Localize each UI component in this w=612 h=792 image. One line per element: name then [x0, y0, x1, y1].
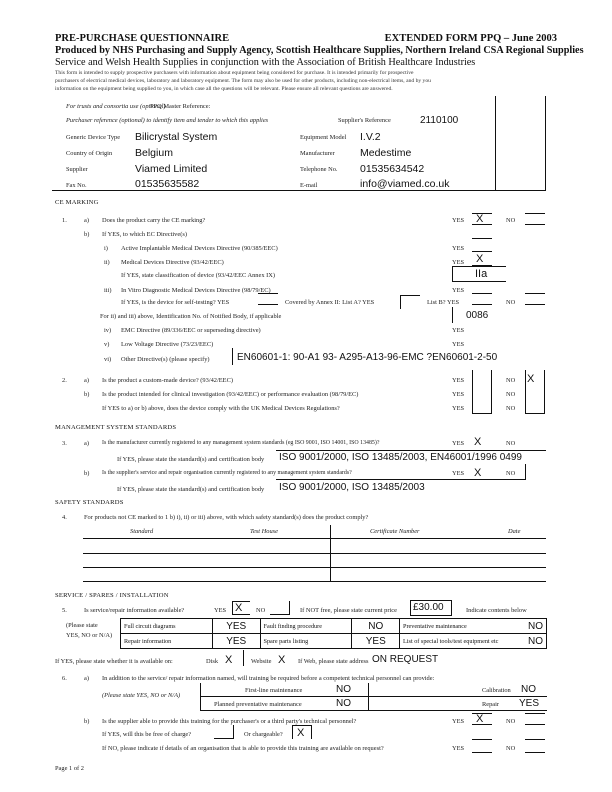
- grid-label: Preventative maintenance: [400, 619, 502, 634]
- q6b-text: Is the supplier able to provide this training for the purchaser's or a third party's technical personnel?: [102, 718, 357, 725]
- supplier-label: Supplier: [66, 166, 88, 173]
- q1b-v-number: v): [104, 341, 110, 348]
- q1b-ii-yes-mark: X: [476, 253, 484, 265]
- page-number: Page 1 of 2: [55, 765, 84, 772]
- q3a-yes-label: YES: [452, 440, 465, 447]
- q6b-yes-field[interactable]: [472, 713, 492, 725]
- product-info-right-border: [545, 96, 546, 191]
- q6b-yes-label: YES: [452, 718, 465, 725]
- q1a-yes-field[interactable]: [472, 213, 492, 225]
- q2a-no-label: NO: [506, 377, 516, 384]
- q2c-text: If YES to a) or b) above, does the device comply with the UK Medical Devices Regulations?: [102, 405, 340, 412]
- q1b-iii-number: iii): [104, 287, 112, 294]
- q1a-text: Does the product carry the CE marking?: [102, 217, 206, 224]
- safety-row-line-4: [83, 581, 546, 582]
- q6b-free-text: If YES, will this be free of charge?: [102, 731, 192, 738]
- intro-line-3: information on the equipment being supplied to you, in which case all the questions will be relevant. Please ensure all relevant questions are answered.: [55, 86, 393, 92]
- q3b-yes-mark[interactable]: X: [474, 467, 482, 479]
- grid-value[interactable]: YES: [352, 634, 400, 649]
- q6-number: 6.: [62, 675, 67, 682]
- grid-label: Full circuit diagrams: [121, 619, 213, 634]
- q1b-iii-selftest-field[interactable]: [258, 293, 278, 305]
- q1b-i-yes-field[interactable]: [472, 238, 492, 252]
- q5-no-label: NO: [256, 607, 266, 614]
- q2b-letter: b): [84, 391, 90, 398]
- producer-line-1: Produced by NHS Purchasing and Supply Agency, Scottish Healthcare Supplies, Northern Ireland CSA Regional Supplies: [55, 45, 584, 56]
- grid-value[interactable]: NO: [502, 634, 547, 649]
- q1b-iii-selftest-text: If YES, is the device for self-testing? YES: [121, 299, 230, 306]
- q2b-yes-label: YES: [452, 391, 465, 398]
- q5-yes-mark: X: [235, 602, 243, 614]
- q1b-ii-class-text: If YES, state classification of device (93/42/EEC Annex IX): [121, 272, 275, 279]
- q1b-iii-text: In Vitro Diagnostic Medical Devices Directive (98/79/EC): [121, 287, 271, 294]
- generic-type-label: Generic Device Type: [66, 134, 121, 141]
- q5-indicate-text: Indicate contents below: [466, 607, 527, 614]
- q6a-text: In addition to the service/ repair information named, will training be required before a competent technical personnel can provide:: [102, 675, 435, 682]
- ppq-master-ref-label: PPQ Master Reference:: [150, 103, 211, 110]
- notified-body-text: For ii) and iii) above, Identification No. of Notified Body, if applicable: [100, 313, 282, 320]
- q6b-blank-1: [472, 739, 492, 740]
- website-mark[interactable]: X: [278, 654, 286, 666]
- col-certificate-number: Certificate Number: [370, 528, 420, 535]
- management-title: MANAGEMENT SYSTEM STANDARDS: [55, 424, 177, 431]
- training-value[interactable]: NO: [521, 684, 536, 695]
- q1b-vi-text: Other Directive(s) (please specify): [121, 356, 210, 363]
- notified-body-divider: [452, 307, 453, 323]
- form-version: EXTENDED FORM PPQ – June 2003: [384, 33, 557, 44]
- fax-label: Fax No.: [66, 182, 87, 189]
- equipment-model-value[interactable]: I.V.2: [360, 131, 381, 143]
- safety-row-line-3: [83, 567, 546, 568]
- q1b-ii-yes-field[interactable]: [472, 252, 492, 266]
- q1b-letter: b): [84, 231, 90, 238]
- q3b-divider: [276, 479, 526, 480]
- q5-yes-label: YES: [214, 607, 227, 614]
- q1a-no-label: NO: [506, 217, 516, 224]
- service-info-grid: [120, 618, 547, 649]
- training-label: First-line maintenance: [245, 687, 303, 694]
- q5-price-text: If NOT free, please state current price: [300, 607, 397, 614]
- product-info-box: [52, 96, 496, 191]
- grid-label: Repair information: [121, 634, 213, 649]
- grid-value[interactable]: NO: [352, 619, 400, 634]
- training-value[interactable]: NO: [336, 698, 351, 709]
- trusts-note: For trusts and consortia use (optional): [66, 103, 166, 110]
- q1b-vi-value[interactable]: EN60601-1: 90-A1 93- A295-A13-96-EMC ?EN60601-2-50: [237, 352, 498, 363]
- training-label: Repair: [482, 701, 500, 708]
- q1-number: 1.: [62, 217, 67, 224]
- safety-row-line-1: [83, 538, 546, 539]
- q1b-i-yes-label: YES: [452, 245, 465, 252]
- manufacturer-value[interactable]: Medestime: [360, 147, 412, 159]
- safety-title: SAFETY STANDARDS: [55, 499, 124, 506]
- service-title: SERVICE / SPARES / INSTALLATION: [55, 592, 169, 599]
- q1b-iii-listb-text: List B? YES: [427, 299, 460, 306]
- q6b-no-field[interactable]: [525, 713, 545, 725]
- avail-divider: [243, 650, 244, 666]
- telephone-value[interactable]: 01535634542: [360, 163, 425, 175]
- q3b-letter: b): [84, 470, 90, 477]
- q1b-vi-divider: [232, 348, 233, 365]
- disk-label: Disk: [206, 658, 219, 665]
- q1b-iii-lista-text: Covered by Annex II: List A? YES: [285, 299, 375, 306]
- grid-label: Fault finding procedure: [260, 619, 352, 634]
- grid-value[interactable]: YES: [212, 619, 260, 634]
- grid-value[interactable]: YES: [212, 634, 260, 649]
- q3b-state-text: If YES, please state the standard(s) and certification body: [117, 486, 265, 493]
- training-bottom-line: [200, 710, 547, 711]
- q3-number: 3.: [62, 440, 67, 447]
- q1b-ii-text: Medical Devices Directive (93/42/EEC): [121, 259, 224, 266]
- email-label: E-mail: [300, 182, 318, 189]
- q2a-letter: a): [84, 377, 89, 384]
- q1b-iii-yes-label: YES: [452, 287, 465, 294]
- q1b-v-text: Low Voltage Directive (73/23/EEC): [121, 341, 214, 348]
- q3b-no-label: NO: [506, 470, 516, 477]
- grid-label: Spare parts listing: [260, 634, 352, 649]
- equipment-model-label: Equipment Model: [300, 134, 347, 141]
- web-address-value[interactable]: ON REQUEST: [372, 654, 439, 665]
- col-standard: Standard: [130, 528, 154, 535]
- q6b-no-label: NO: [506, 718, 516, 725]
- form-title: PRE-PURCHASE QUESTIONNAIRE: [55, 33, 230, 44]
- intro-line-2: purchasers of electrical medical devices, laboratory and laboratory equipment. The form may also be used for other products, including non-electrical items, and by you: [55, 78, 431, 84]
- q3a-yes-mark[interactable]: X: [474, 436, 482, 448]
- q2c-no-label: NO: [506, 405, 516, 412]
- q5-price-value: £30.00: [413, 602, 444, 613]
- ce-marking-title: CE MARKING: [55, 199, 99, 206]
- product-info-bottom-border: [52, 190, 546, 191]
- q2-number: 2.: [62, 377, 67, 384]
- q2a-yes-label: YES: [452, 377, 465, 384]
- q3a-no-label: NO: [506, 440, 516, 447]
- q1b-v-yes-label: YES: [452, 341, 465, 348]
- grid-value[interactable]: NO: [502, 619, 547, 634]
- q2c-yes-label: YES: [452, 405, 465, 412]
- col-test-house: Test House: [250, 528, 278, 535]
- safety-row-line-2: [83, 553, 546, 554]
- email-value[interactable]: info@viamed.co.uk: [360, 178, 450, 190]
- suppliers-ref-label: Supplier's Reference: [338, 117, 391, 124]
- q1a-yes-label: YES: [452, 217, 465, 224]
- country-label: Country of Origin: [66, 150, 113, 157]
- q1b-iv-text: EMC Directive (89/336/EEC or superseding directive): [121, 327, 261, 334]
- q2b-no-label: NO: [506, 391, 516, 398]
- q1b-i-text: Active Implantable Medical Devices Directive (90/385/EEC): [121, 245, 278, 252]
- training-label: Planned preventative maintenance: [214, 701, 302, 708]
- q1a-no-field[interactable]: [525, 213, 545, 225]
- q5-number: 5.: [62, 607, 67, 614]
- q6b-org-text: If NO, please indicate if details of an organisation that is able to provide this training are available on request?: [102, 745, 384, 752]
- q2-yes-column[interactable]: [472, 370, 492, 414]
- suppliers-ref-value[interactable]: 2110100: [420, 115, 459, 126]
- q1b-iv-number: iv): [104, 327, 112, 334]
- q1a-yes-mark: X: [476, 213, 484, 225]
- q4-text: For products not CE marked to 1 b) i), ii) or iii) above, with which safety standard(s) does the product comply?: [84, 514, 369, 521]
- q2-no-column[interactable]: [525, 370, 545, 414]
- q4-number: 4.: [62, 514, 67, 521]
- country-value[interactable]: Belgium: [135, 147, 173, 159]
- q1b-text: If YES, to which EC Directive(s): [102, 231, 187, 238]
- supplier-note: Purchaser reference (optional) to identify item and tender to which this applies: [66, 117, 269, 124]
- grid-label: List of special tools/test equipment etc: [400, 634, 502, 649]
- service-grid-row: [121, 619, 547, 634]
- disk-mark[interactable]: X: [225, 654, 233, 666]
- producer-line-2: Service and Welsh Health Supplies in conjunction with the Association of British Healthcare Industries: [55, 57, 476, 68]
- q1b-ii-class-value: IIa: [475, 268, 488, 280]
- q1b-iii-listb-field[interactable]: [472, 293, 492, 305]
- q6b-org-no-field[interactable]: [525, 741, 545, 753]
- q3a-text: Is the manufacturer currently registered to any management system standards (eg ISO 9001, ISO 14001, ISO 13485)?: [102, 440, 380, 446]
- q2b-text: Is the product intended for clinical investigation (93/42/EEC) or performance evaluation (98/79/EC): [102, 391, 359, 398]
- q1b-iv-yes-label: YES: [452, 327, 465, 334]
- web-address-label: If Web, please state address: [298, 658, 369, 665]
- notified-body-value[interactable]: 0086: [466, 310, 489, 321]
- q3b-no-divider: [525, 464, 526, 479]
- supplier-value[interactable]: Viamed Limited: [135, 163, 208, 175]
- q5-no-field[interactable]: [270, 601, 290, 615]
- q1b-iii-lista-field[interactable]: [400, 295, 420, 309]
- telephone-label: Telephone No.: [300, 166, 338, 173]
- q3a-standards-value[interactable]: ISO 9001/2000, ISO 13485/2003, EN46001/1996 0499: [279, 452, 522, 463]
- q6b-chargeable-field[interactable]: [292, 725, 312, 739]
- manufacturer-label: Manufacturer: [300, 150, 335, 157]
- q6a-letter: a): [84, 675, 89, 682]
- q6b-org-no-label: NO: [506, 745, 516, 752]
- training-value[interactable]: YES: [519, 698, 540, 709]
- q1b-iii-no-field[interactable]: [525, 293, 545, 305]
- q6b-chargeable-label: Or chargeable?: [244, 731, 283, 738]
- generic-type-value[interactable]: Bilicrystal System: [135, 131, 218, 143]
- q3a-divider: [276, 450, 546, 451]
- q6a-note: (Please state YES, NO or N/A): [102, 692, 181, 699]
- grid-note-1: (Please state: [66, 622, 98, 629]
- q3b-standards-value[interactable]: ISO 9001/2000, ISO 13485/2003: [279, 482, 425, 493]
- q1b-ii-number: ii): [104, 259, 110, 266]
- training-value[interactable]: NO: [336, 684, 351, 695]
- q6b-org-yes-field[interactable]: [472, 741, 492, 753]
- q1b-ii-class-field[interactable]: [452, 266, 506, 282]
- avail-text: If YES, please state whether it is available on:: [55, 658, 173, 665]
- q3a-letter: a): [84, 440, 89, 447]
- q2a-text: Is the product a custom-made device? (93/42/EEC): [102, 377, 233, 384]
- q1a-letter: a): [84, 217, 89, 224]
- q6b-free-field[interactable]: [214, 725, 234, 739]
- q2a-no-mark: X: [527, 373, 535, 385]
- q5-text: Is service/repair information available?: [84, 607, 185, 614]
- intro-line-1: This form is intended to supply prospective purchasers with information about equipment being considered for purchase. It is intended primarily for prospective: [55, 70, 414, 76]
- q1b-i-number: i): [104, 245, 108, 252]
- grid-note-2: YES, NO or N/A): [66, 632, 113, 639]
- col-date: Date: [508, 528, 521, 535]
- website-label: Website: [251, 658, 272, 665]
- q1b-iii-no-label: NO: [506, 299, 516, 306]
- q3b-text: Is the supplier's service and repair organisation currently registered to any management system standards?: [102, 470, 352, 476]
- training-mid-line: [200, 696, 547, 697]
- service-grid-row: [121, 634, 547, 649]
- q5-price-field[interactable]: [410, 600, 452, 616]
- fax-value[interactable]: 01535635582: [135, 178, 200, 190]
- q6b-blank-2: [525, 739, 545, 740]
- q6b-yes-mark: X: [476, 713, 484, 725]
- training-label: Calibration: [482, 687, 511, 694]
- q1b-vi-number: vi): [104, 356, 112, 363]
- q5-yes-field[interactable]: [232, 601, 250, 615]
- q1b-ii-yes-label: YES: [452, 259, 465, 266]
- q6b-org-yes-label: YES: [452, 745, 465, 752]
- q3b-yes-label: YES: [452, 470, 465, 477]
- q6b-chargeable-mark: X: [297, 727, 305, 739]
- q3a-state-text: If YES, please state the standard(s) and certification body: [117, 456, 265, 463]
- q6b-letter: b): [84, 718, 90, 725]
